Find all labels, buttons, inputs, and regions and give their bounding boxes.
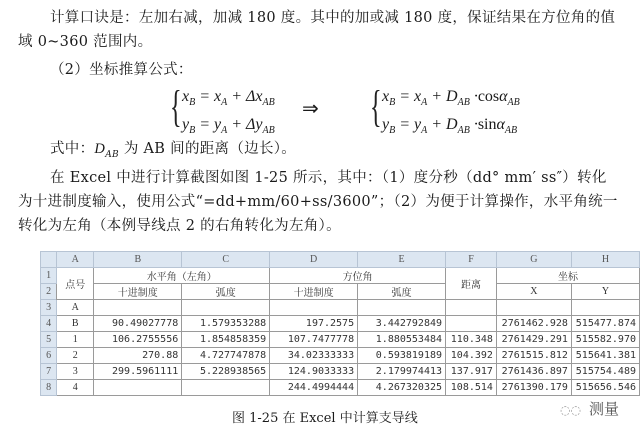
formula-eq3: $x_B = x_A + D_{AB} \cdot\cos\alpha_{AB}$: [382, 88, 520, 109]
formula-left: [170, 82, 275, 137]
cell[interactable]: [270, 300, 358, 316]
paragraph-formula-title: [18, 58, 626, 82]
table-row: [41, 348, 640, 364]
wechat-icon: ◌◌: [560, 403, 581, 417]
text-line: 转化为左角（本例导线点 2 的右角转化为左角）。: [18, 218, 341, 234]
row-header[interactable]: 1: [41, 268, 57, 284]
table-row: [41, 300, 640, 316]
row-header[interactable]: 7: [41, 364, 57, 380]
paragraph-definition: [18, 137, 626, 167]
cell[interactable]: [94, 300, 182, 316]
column-header-e[interactable]: E: [358, 252, 446, 268]
table-row: [41, 332, 640, 348]
cell[interactable]: [571, 300, 639, 316]
watermark-text: 测量: [588, 400, 619, 418]
cell[interactable]: Y: [571, 284, 639, 300]
watermark: [560, 398, 619, 419]
cell-distance-header[interactable]: 距离: [446, 268, 497, 300]
cell[interactable]: [94, 380, 182, 396]
cell-horizontal-angle-header[interactable]: 水平角（左角）: [94, 268, 270, 284]
column-header-g[interactable]: G: [496, 252, 571, 268]
cell[interactable]: B: [57, 316, 94, 332]
cell[interactable]: 515477.874: [571, 316, 639, 332]
text-line: （2）坐标推算公式：: [50, 62, 193, 78]
text-line: 域 0~360 范围内。: [18, 34, 153, 50]
cell[interactable]: 2.179974413: [358, 364, 446, 380]
formula-eq1: $x_B = x_A + \Delta x_{AB}$: [182, 88, 275, 109]
left-brace-icon: {: [370, 82, 382, 131]
row-header[interactable]: 2: [41, 284, 57, 300]
cell[interactable]: 270.88: [94, 348, 182, 364]
cell[interactable]: A: [57, 300, 94, 316]
cell[interactable]: 2761515.812: [496, 348, 571, 364]
figure-caption: 图 1-25 在 Excel 中计算支导线: [232, 411, 418, 426]
cell[interactable]: 107.7477778: [270, 332, 358, 348]
column-header-f[interactable]: F: [446, 252, 497, 268]
cell[interactable]: 137.917: [446, 364, 497, 380]
table-row: [41, 316, 640, 332]
cell[interactable]: 4.267320325: [358, 380, 446, 396]
cell[interactable]: 515641.381: [571, 348, 639, 364]
paragraph-excel-desc: [18, 166, 626, 238]
cell[interactable]: 4: [57, 380, 94, 396]
cell-azimuth-header[interactable]: 方位角: [270, 268, 446, 284]
row-header[interactable]: 4: [41, 316, 57, 332]
cell[interactable]: 515582.970: [571, 332, 639, 348]
column-header-row: [41, 252, 640, 268]
cell[interactable]: X: [496, 284, 571, 300]
cell[interactable]: 110.348: [446, 332, 497, 348]
column-header-a[interactable]: A: [57, 252, 94, 268]
cell[interactable]: 1: [57, 332, 94, 348]
cell[interactable]: 2761429.291: [496, 332, 571, 348]
excel-sheet: [40, 251, 640, 396]
cell[interactable]: [182, 380, 270, 396]
cell[interactable]: 299.5961111: [94, 364, 182, 380]
text-line: 在 Excel 中进行计算截图如图 1-25 所示，其中：（1）度分秒（dd° mm′ ss″）转化: [50, 170, 607, 186]
cell[interactable]: 2761462.928: [496, 316, 571, 332]
text-line: 式中：$D_{AB}$ 为 AB 间的距离（边长）。: [50, 141, 297, 160]
cell-point-header[interactable]: 点号: [57, 268, 94, 300]
cell[interactable]: 2761390.179: [496, 380, 571, 396]
cell[interactable]: 90.49027778: [94, 316, 182, 332]
table-row: [41, 268, 640, 284]
cell-coordinates-header[interactable]: 坐标: [496, 268, 639, 284]
cell[interactable]: 106.2755556: [94, 332, 182, 348]
row-header[interactable]: 6: [41, 348, 57, 364]
formula-eq4: $y_B = y_A + D_{AB} \cdot\sin\alpha_{AB}$: [382, 116, 518, 137]
cell[interactable]: 1.854858359: [182, 332, 270, 348]
row-header[interactable]: 8: [41, 380, 57, 396]
table-row: [41, 284, 640, 300]
text-line: 为十进制度输入，使用公式“=dd+mm/60+ss/3600”；（2）为便于计算操作，水平角统一: [18, 194, 618, 210]
cell[interactable]: 108.514: [446, 380, 497, 396]
formula-eq2: $y_B = y_A + \Delta y_{AB}$: [182, 116, 275, 137]
coordinate-formula: [170, 82, 570, 137]
text-line: 计算口诀是：左加右减，加减 180 度。其中的加或减 180 度，保证结果在方位角的值: [50, 10, 616, 26]
cell[interactable]: 0.593819189: [358, 348, 446, 364]
cell[interactable]: 515754.489: [571, 364, 639, 380]
cell[interactable]: 197.2575: [270, 316, 358, 332]
cell[interactable]: 十进制度: [270, 284, 358, 300]
cell[interactable]: 3: [57, 364, 94, 380]
cell[interactable]: 2: [57, 348, 94, 364]
cell[interactable]: 34.02333333: [270, 348, 358, 364]
cell[interactable]: 弧度: [182, 284, 270, 300]
cell[interactable]: 3.442792849: [358, 316, 446, 332]
cell[interactable]: [446, 300, 497, 316]
row-header[interactable]: 5: [41, 332, 57, 348]
cell[interactable]: [446, 316, 497, 332]
cell[interactable]: 1.880553484: [358, 332, 446, 348]
implies-arrow-icon: ⇒: [302, 96, 319, 120]
formula-right: [370, 82, 520, 137]
cell[interactable]: 1.579353288: [182, 316, 270, 332]
cell[interactable]: 124.9033333: [270, 364, 358, 380]
cell[interactable]: 5.228938565: [182, 364, 270, 380]
cell[interactable]: 弧度: [358, 284, 446, 300]
cell[interactable]: 104.392: [446, 348, 497, 364]
cell[interactable]: [358, 300, 446, 316]
column-header-h[interactable]: H: [571, 252, 639, 268]
cell[interactable]: 2761436.897: [496, 364, 571, 380]
cell[interactable]: 十进制度: [94, 284, 182, 300]
cell[interactable]: 244.4994444: [270, 380, 358, 396]
column-header-c[interactable]: C: [182, 252, 270, 268]
left-brace-icon: {: [170, 82, 182, 131]
table-row: [41, 364, 640, 380]
column-header-b[interactable]: B: [94, 252, 182, 268]
paragraph-rule: [18, 6, 626, 54]
cell[interactable]: [182, 300, 270, 316]
table-row: [41, 380, 640, 396]
cell[interactable]: 515656.546: [571, 380, 639, 396]
column-header-d[interactable]: D: [270, 252, 358, 268]
cell[interactable]: [496, 300, 571, 316]
select-all-corner[interactable]: [41, 252, 57, 268]
row-header[interactable]: 3: [41, 300, 57, 316]
cell[interactable]: 4.727747878: [182, 348, 270, 364]
